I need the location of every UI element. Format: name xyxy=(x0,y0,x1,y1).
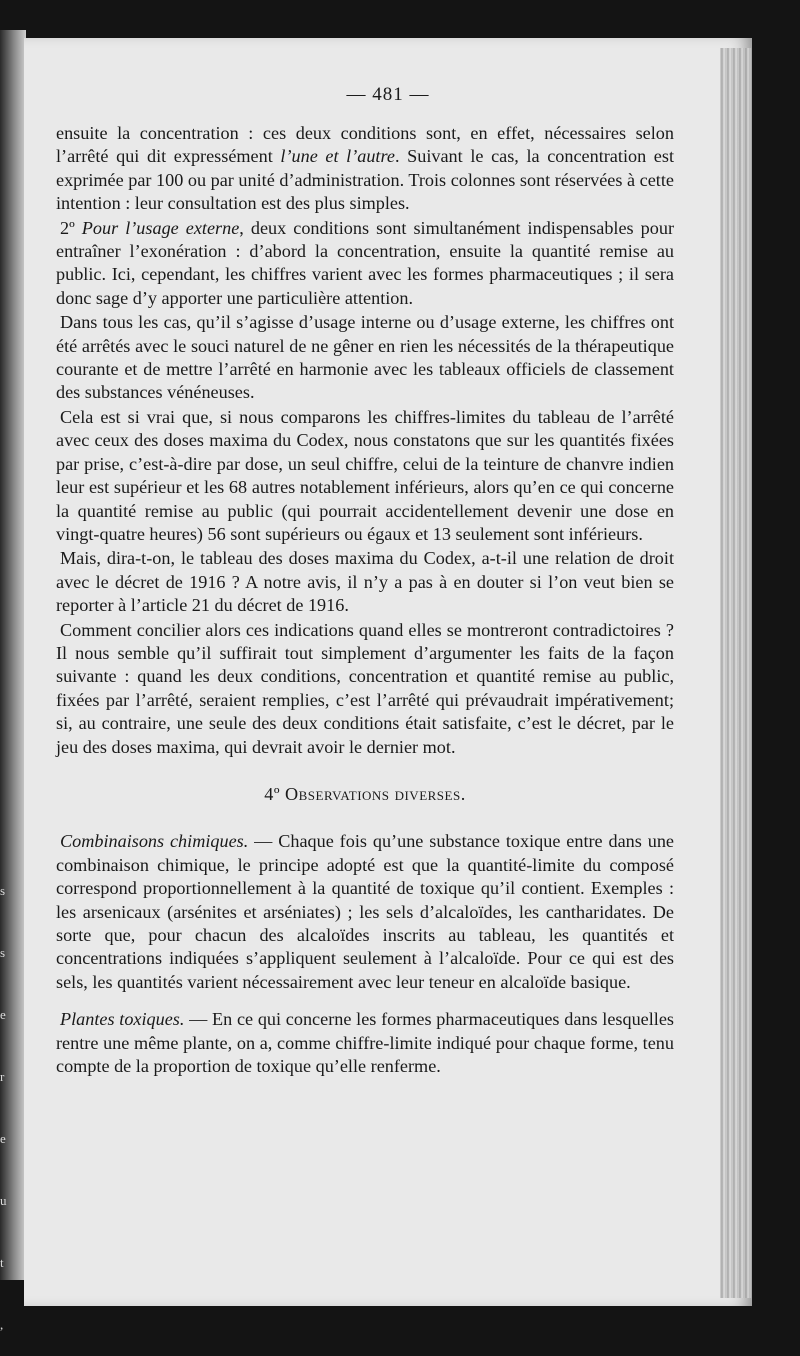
emphasis: l’une et l’autre xyxy=(280,146,395,167)
body-text xyxy=(56,122,674,1079)
text-run: — Chaque fois qu’une substance toxique entre dans une combinaison chimique, le principe adopté est que la quantité-limite du composé correspond proportionnellement à la quantité de toxique qu’il contient. Exemples : les arsenicaux (arsénites et arséniates) ; les sels d’alcaloïdes, les cantharidates. De sorte que, pour chacun des alcaloïdes inscrits au tableau, les quantités et concentrations indiquées s’appliquent seulement à l’alcaloïde. Pour ce qui est des sels, les quantités varient nécessairement avec leur teneur en alcaloïde basique. xyxy=(56,831,674,992)
text-run: . Suivant le cas, la concentration est exprimée par 100 ou par unité d’administration. Trois colonnes sont réservées à cette intention : leur consultation est des plus simples. xyxy=(56,146,675,214)
text-run: Cela est si vrai que, si nous comparons les chiffres-limites du tableau de l’arrêté avec ceux des doses maxima du Codex, nous constatons que sur les quantités fixées par prise, c’est-à-dire par dose, un seul chiffre, celui de la teinture de chanvre indien leur est supérieur et les 68 autres notablement inférieurs, alors qu’en ce qui concerne la quantité remise au public (qui pourrait accidentellement devenir une dose en vingt-quatre heures) 56 sont supérieurs ou égaux et 13 seulement sont inférieurs. xyxy=(56,406,674,544)
paragraph-concilier xyxy=(56,619,674,759)
page-stack-edge xyxy=(720,48,752,1298)
margin-letter: e xyxy=(0,1007,6,1022)
text-run: Dans tous les cas, qu’il s’agisse d’usage interne ou d’usage externe, les chiffres ont été arrêtés avec le souci naturel de ne gêner en rien les nécessités de la thérapeutique courante et de mettre l’arrêté en harmonie avec les tableaux officiels de classement des substances vénéneuses. xyxy=(56,312,674,403)
text-run: Comment concilier alors ces indications quand elles se montreront contradictoires ? Il nous semble qu’il suffirait tout simplement d’argumenter les faits de la façon suivante : quand les deux conditions, concentration et quantité remise au public, fixées par l’arrêté, seraient remplies, c’est l’arrêté qui prévaudrait impérativement; si, au contraire, une seule des deux conditions était satisfaite, c’est le décret, par le jeu des doses maxima, qui devrait avoir le dernier mot. xyxy=(56,619,674,757)
run-in-heading: Plantes toxiques. xyxy=(60,1009,185,1030)
run-in-heading: Combinaisons chimiques. xyxy=(60,831,249,852)
text-run: , deux conditions sont simultanément indispensables pour entraîner l’exonération : d’abord la concentration, ensuite la quantité remise au public. Ici, cependant, les chiffres varient avec les formes pharmaceutiques ; il sera donc sage d’y apporter une particulière attention. xyxy=(56,217,675,308)
margin-letter: , xyxy=(0,1317,4,1332)
paragraph-usage-interne-end xyxy=(56,122,674,216)
page-number: — 481 — xyxy=(346,84,430,105)
margin-letter: t xyxy=(0,1255,4,1270)
emphasis: Pour l’usage externe xyxy=(81,217,240,238)
text-run: ensuite la concentration : ces deux conditions sont, en effet, nécessaires selon l’arrêté qui dit expressément xyxy=(56,123,674,167)
section-heading: 4º Observations diverses. xyxy=(264,783,466,804)
adjacent-page-letters xyxy=(0,860,12,1356)
margin-letter: r xyxy=(0,1069,5,1084)
text-run: Mais, dira-t-on, le tableau des doses maxima du Codex, a-t-il une relation de droit avec le décret de 1916 ? A notre avis, il n’y a pas à en douter si l’on veut bien se reporter à l’article 21 du décret de 1916. xyxy=(56,548,674,616)
margin-letter: s xyxy=(0,945,6,960)
paragraph-plantes-toxiques xyxy=(56,1008,674,1078)
paragraph-comparaison-codex xyxy=(56,406,674,546)
book-page xyxy=(24,38,752,1306)
text-run: 2º xyxy=(60,217,82,238)
text-run: — En ce qui concerne les formes pharmaceutiques dans lesquelles rentre une même plante, on a, comme chiffre-limite indiqué pour chaque forme, tenu compte de la proportion de toxique qu’elle renferme. xyxy=(56,1009,674,1077)
paragraph-relation-droit xyxy=(56,547,674,617)
paragraph-combinaisons-chimiques xyxy=(56,830,674,994)
paragraph-tous-les-cas xyxy=(56,311,674,405)
paragraph-usage-externe xyxy=(56,217,674,311)
margin-letter: e xyxy=(0,1131,6,1146)
margin-letter: s xyxy=(0,883,6,898)
margin-letter: u xyxy=(0,1193,7,1208)
